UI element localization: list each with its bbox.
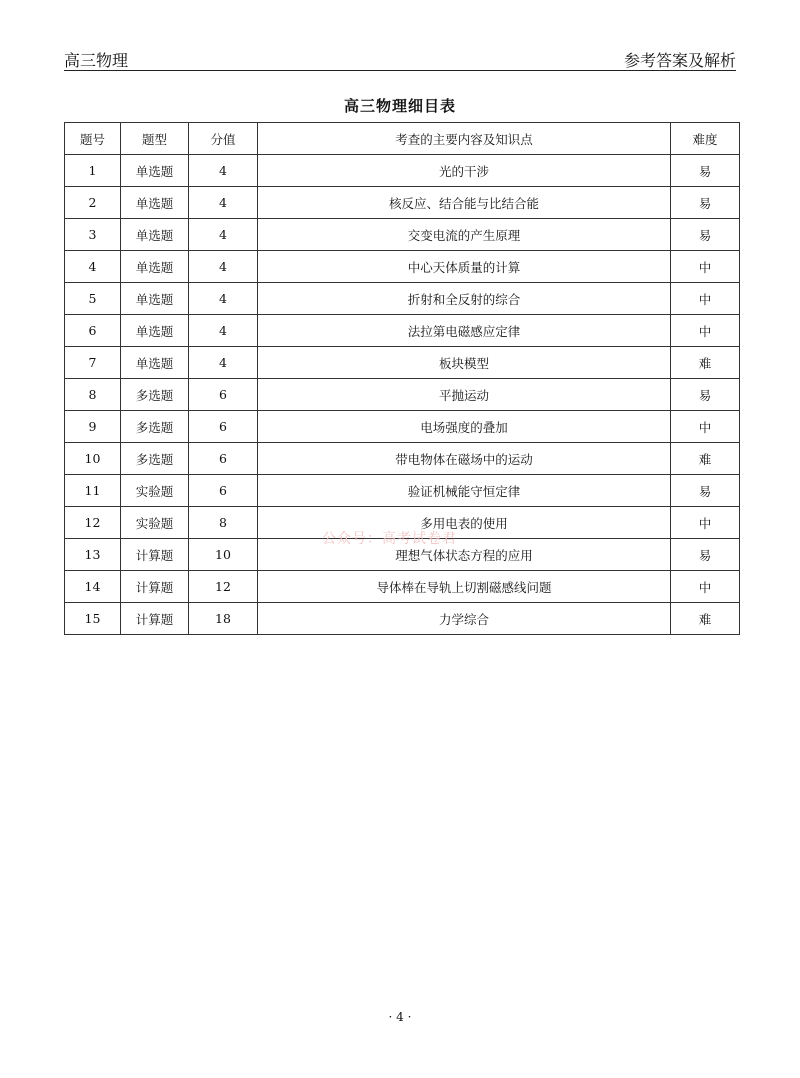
table-row [65, 571, 740, 603]
table-row [65, 411, 740, 443]
table-row [65, 379, 740, 411]
cell-score: 4 [189, 283, 258, 315]
cell-content: 核反应、结合能与比结合能 [258, 187, 671, 219]
cell-difficulty: 易 [671, 219, 740, 251]
table-title: 高三物理细目表 [343, 97, 456, 115]
cell-number: 11 [65, 475, 121, 507]
table-row [65, 507, 740, 539]
cell-difficulty: 易 [671, 379, 740, 411]
cell-number: 15 [65, 603, 121, 635]
cell-type: 实验题 [121, 475, 189, 507]
cell-type: 单选题 [121, 315, 189, 347]
col-header-type: 题型 [121, 123, 189, 155]
cell-number: 13 [65, 539, 121, 571]
table-row [65, 219, 740, 251]
cell-score: 6 [189, 443, 258, 475]
table-row [65, 251, 740, 283]
page-number: · 4 · [388, 1010, 412, 1024]
table-row [65, 187, 740, 219]
cell-number: 1 [65, 155, 121, 187]
cell-score: 6 [189, 379, 258, 411]
cell-type: 单选题 [121, 155, 189, 187]
cell-content: 中心天体质量的计算 [258, 251, 671, 283]
cell-difficulty: 难 [671, 347, 740, 379]
cell-difficulty: 中 [671, 411, 740, 443]
cell-content: 力学综合 [258, 603, 671, 635]
col-header-content: 考查的主要内容及知识点 [258, 123, 671, 155]
cell-content: 导体棒在导轨上切割磁感线问题 [258, 571, 671, 603]
cell-score: 6 [189, 411, 258, 443]
cell-content: 带电物体在磁场中的运动 [258, 443, 671, 475]
cell-difficulty: 中 [671, 507, 740, 539]
cell-content: 折射和全反射的综合 [258, 283, 671, 315]
cell-difficulty: 中 [671, 571, 740, 603]
cell-score: 4 [189, 219, 258, 251]
cell-number: 12 [65, 507, 121, 539]
cell-content: 理想气体状态方程的应用 [258, 539, 671, 571]
cell-type: 单选题 [121, 347, 189, 379]
col-header-score: 分值 [189, 123, 258, 155]
cell-score: 4 [189, 187, 258, 219]
watermark: 公众号：高考试卷君 [322, 531, 457, 547]
table-row [65, 155, 740, 187]
cell-number: 5 [65, 283, 121, 315]
cell-score: 18 [189, 603, 258, 635]
cell-number: 3 [65, 219, 121, 251]
cell-type: 计算题 [121, 603, 189, 635]
cell-number: 14 [65, 571, 121, 603]
detail-table [64, 122, 740, 635]
cell-score: 4 [189, 315, 258, 347]
page-header [64, 44, 736, 71]
cell-number: 2 [65, 187, 121, 219]
table-row [65, 443, 740, 475]
cell-difficulty: 中 [671, 315, 740, 347]
cell-difficulty: 易 [671, 539, 740, 571]
cell-type: 计算题 [121, 571, 189, 603]
section-label: 参考答案及解析 [623, 51, 736, 70]
cell-difficulty: 易 [671, 475, 740, 507]
cell-content: 验证机械能守恒定律 [258, 475, 671, 507]
cell-content: 电场强度的叠加 [258, 411, 671, 443]
cell-content: 板块模型 [258, 347, 671, 379]
col-header-difficulty: 难度 [671, 123, 740, 155]
cell-score: 6 [189, 475, 258, 507]
cell-difficulty: 中 [671, 251, 740, 283]
cell-type: 计算题 [121, 539, 189, 571]
cell-content: 交变电流的产生原理 [258, 219, 671, 251]
cell-type: 单选题 [121, 187, 189, 219]
table-body [65, 155, 740, 635]
cell-type: 单选题 [121, 283, 189, 315]
cell-type: 多选题 [121, 443, 189, 475]
table-row [65, 539, 740, 571]
cell-difficulty: 易 [671, 187, 740, 219]
table-row [65, 475, 740, 507]
cell-score: 4 [189, 347, 258, 379]
cell-number: 8 [65, 379, 121, 411]
cell-number: 4 [65, 251, 121, 283]
cell-difficulty: 难 [671, 603, 740, 635]
cell-difficulty: 难 [671, 443, 740, 475]
table-row [65, 347, 740, 379]
col-header-number: 题号 [65, 123, 121, 155]
cell-difficulty: 中 [671, 283, 740, 315]
cell-difficulty: 易 [671, 155, 740, 187]
subject-label: 高三物理 [64, 51, 129, 70]
cell-type: 单选题 [121, 251, 189, 283]
cell-content: 光的干涉 [258, 155, 671, 187]
cell-content: 多用电表的使用 [258, 507, 671, 539]
cell-type: 多选题 [121, 411, 189, 443]
table-row [65, 283, 740, 315]
cell-number: 7 [65, 347, 121, 379]
cell-type: 实验题 [121, 507, 189, 539]
cell-number: 10 [65, 443, 121, 475]
cell-score: 12 [189, 571, 258, 603]
cell-number: 9 [65, 411, 121, 443]
cell-content: 平抛运动 [258, 379, 671, 411]
cell-score: 4 [189, 155, 258, 187]
cell-content: 法拉第电磁感应定律 [258, 315, 671, 347]
table-header-row [65, 123, 740, 155]
cell-score: 10 [189, 539, 258, 571]
cell-score: 8 [189, 507, 258, 539]
cell-type: 多选题 [121, 379, 189, 411]
table-row [65, 603, 740, 635]
cell-type: 单选题 [121, 219, 189, 251]
cell-number: 6 [65, 315, 121, 347]
table-row [65, 315, 740, 347]
cell-score: 4 [189, 251, 258, 283]
